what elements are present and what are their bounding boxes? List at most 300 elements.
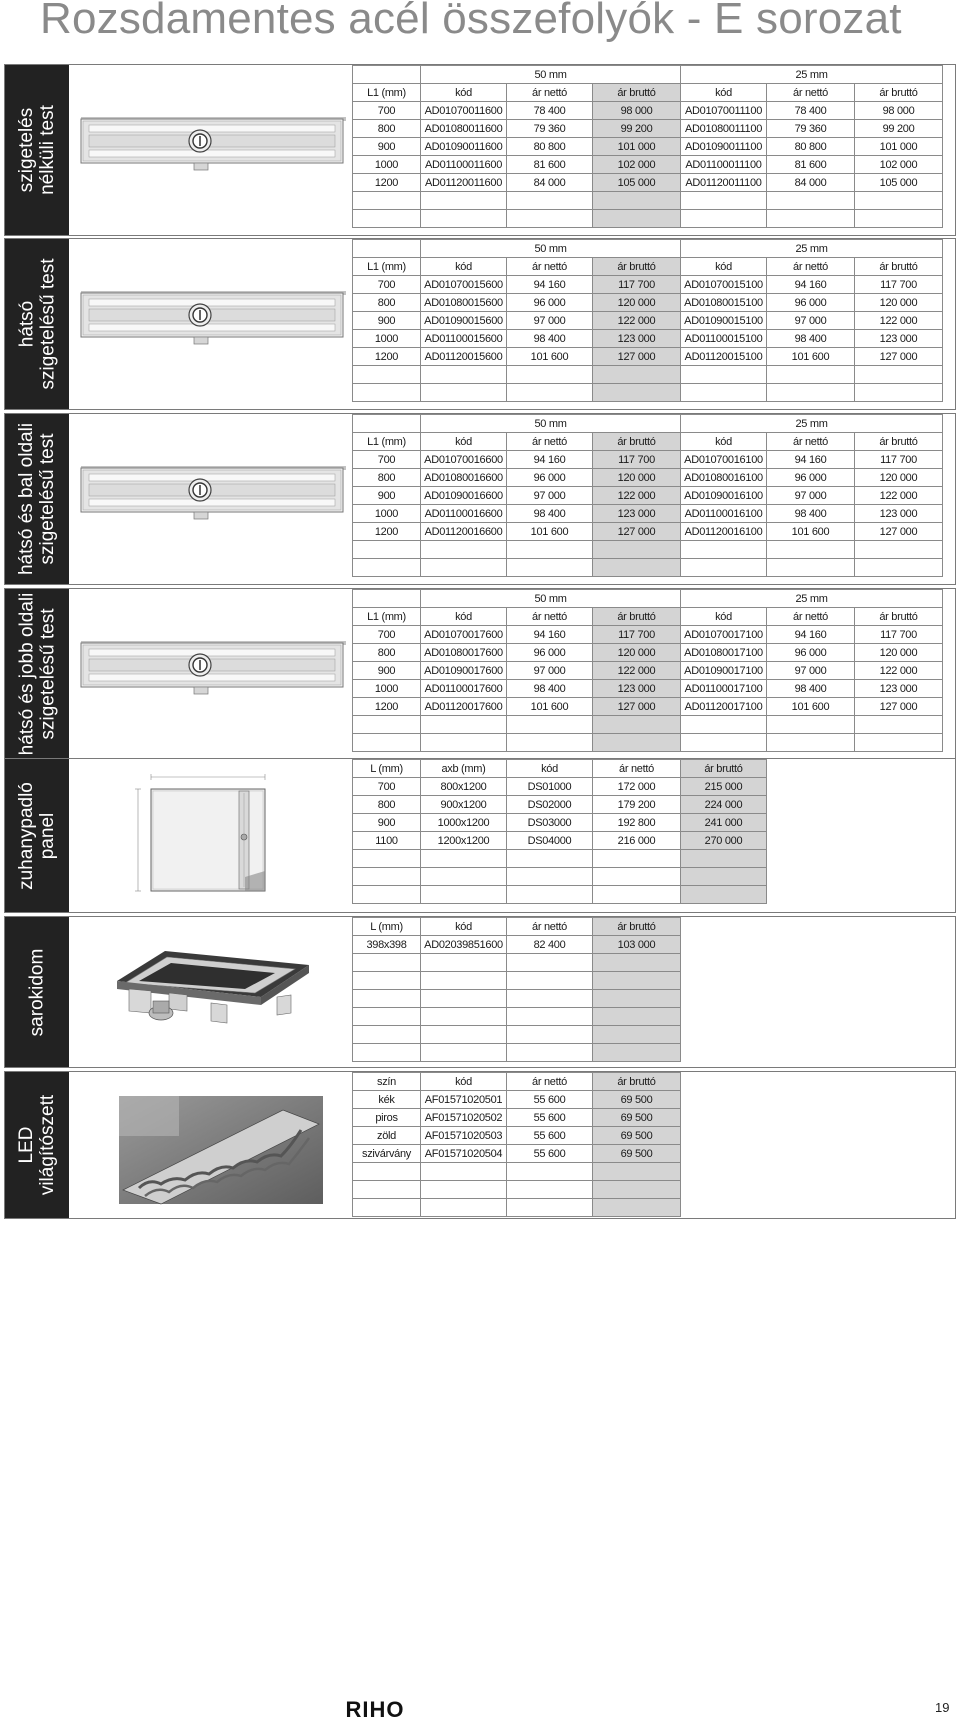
section-drain (4, 413, 956, 585)
table-cell: 81 600 (507, 156, 593, 174)
table-cell: 98 400 (507, 680, 593, 698)
table-cell: 55 600 (507, 1145, 593, 1163)
table-cell: 101 000 (855, 138, 943, 156)
table-cell (681, 366, 767, 384)
table-cell (593, 384, 681, 402)
group-header-25mm: 25 mm (681, 240, 943, 258)
table-row (353, 972, 681, 990)
section-drain (4, 238, 956, 410)
table-cell (855, 384, 943, 402)
table-cell: 120 000 (593, 469, 681, 487)
table-cell: 98 400 (767, 330, 855, 348)
column-header: ár nettó (507, 258, 593, 276)
table-cell: 800 (353, 120, 421, 138)
table-cell (421, 384, 507, 402)
table-row (353, 1145, 681, 1163)
table-row (353, 469, 943, 487)
table-cell (593, 1026, 681, 1044)
section-label (5, 759, 69, 912)
table-cell (421, 210, 507, 228)
table-cell (507, 716, 593, 734)
table-cell: 117 700 (593, 276, 681, 294)
table-cell: 82 400 (507, 936, 593, 954)
section-label-line: hátsó és bal oldali (16, 422, 38, 576)
table-cell: AD01070015100 (681, 276, 767, 294)
table-cell: AD01120011100 (681, 174, 767, 192)
section-label-line: hátsó és jobb oldali (16, 592, 38, 756)
table-cell: 122 000 (855, 662, 943, 680)
table-cell: 127 000 (855, 523, 943, 541)
table-cell: 55 600 (507, 1091, 593, 1109)
table-cell: 97 000 (767, 662, 855, 680)
table-cell: 127 000 (593, 523, 681, 541)
column-header: ár bruttó (593, 84, 681, 102)
column-header: szín (353, 1073, 421, 1091)
table-cell: 1000x1200 (421, 814, 507, 832)
table-cell (421, 1026, 507, 1044)
section-shower-panel (4, 758, 956, 913)
table-cell: AD01100016600 (421, 505, 507, 523)
table-row (353, 716, 943, 734)
section-label-line: szigetelésű test (37, 608, 59, 740)
table-cell: 120 000 (593, 294, 681, 312)
table-cell: 78 400 (507, 102, 593, 120)
table-cell (353, 240, 421, 258)
drain-drawing (69, 239, 352, 409)
drain-drawing (69, 414, 352, 584)
table-cell (353, 559, 421, 577)
table-cell: AD01080011600 (421, 120, 507, 138)
table-cell: 192 800 (593, 814, 681, 832)
table-cell: AD01120017600 (421, 698, 507, 716)
table-cell (421, 559, 507, 577)
corner-piece-drawing (69, 917, 352, 1067)
column-header: kód (681, 608, 767, 626)
section-led-set (4, 1071, 956, 1219)
table-cell: 1000 (353, 330, 421, 348)
table-cell: 179 200 (593, 796, 681, 814)
table-row (353, 559, 943, 577)
table-cell (681, 384, 767, 402)
group-header-25mm: 25 mm (681, 590, 943, 608)
section-label-line: szigetelésű test (37, 433, 59, 565)
table-cell: 224 000 (681, 796, 767, 814)
group-header-row (353, 240, 943, 258)
table-cell: 1000 (353, 680, 421, 698)
table-cell: kék (353, 1091, 421, 1109)
column-header: ár bruttó (593, 1073, 681, 1091)
table-cell (593, 990, 681, 1008)
table-cell (593, 734, 681, 752)
table-cell (681, 210, 767, 228)
section-label-line: szigetelés (16, 107, 37, 193)
table-row (353, 294, 943, 312)
table-cell: 123 000 (593, 330, 681, 348)
table-cell: 120 000 (593, 644, 681, 662)
table-cell (767, 384, 855, 402)
table-cell: 1100 (353, 832, 421, 850)
table-cell: 105 000 (855, 174, 943, 192)
table-cell: 127 000 (855, 348, 943, 366)
table-row (353, 1091, 681, 1109)
column-header-row (353, 258, 943, 276)
column-header-row (353, 1073, 681, 1091)
table-cell: 55 600 (507, 1127, 593, 1145)
table-cell (681, 734, 767, 752)
table-cell: AF01571020502 (421, 1109, 507, 1127)
column-header: ár bruttó (593, 433, 681, 451)
table-cell (353, 716, 421, 734)
table-cell (507, 886, 593, 904)
column-header: ár bruttó (593, 608, 681, 626)
table-cell: AD01100017100 (681, 680, 767, 698)
table-cell (421, 868, 507, 886)
section-label-line: zuhanypadló (16, 781, 38, 890)
group-header-50mm: 50 mm (421, 590, 681, 608)
table-cell: 101 600 (767, 348, 855, 366)
table-cell (353, 366, 421, 384)
column-header: kód (421, 608, 507, 626)
table-cell: 103 000 (593, 936, 681, 954)
table-row (353, 330, 943, 348)
column-header: kód (421, 84, 507, 102)
table-cell (353, 954, 421, 972)
table-cell: 1000 (353, 505, 421, 523)
table-cell: 216 000 (593, 832, 681, 850)
table-cell: 94 160 (767, 451, 855, 469)
table-cell (507, 734, 593, 752)
table-cell: AD01120017100 (681, 698, 767, 716)
table-cell: 123 000 (593, 680, 681, 698)
group-header-row (353, 415, 943, 433)
table-cell: 99 200 (855, 120, 943, 138)
table-cell (593, 1199, 681, 1217)
section-label-line: szigetelésű test (37, 258, 58, 390)
table-cell: 69 500 (593, 1109, 681, 1127)
table-cell (353, 850, 421, 868)
table-cell (593, 954, 681, 972)
table-row (353, 796, 767, 814)
table-cell: 398x398 (353, 936, 421, 954)
drain-price-table (352, 65, 943, 228)
table-cell: 900 (353, 814, 421, 832)
table-cell: AD01090015100 (681, 312, 767, 330)
table-cell: AD01100011100 (681, 156, 767, 174)
table-cell: AD01090011600 (421, 138, 507, 156)
table-cell: 98 400 (507, 330, 593, 348)
led-set-table (352, 1072, 681, 1217)
table-cell: 122 000 (593, 662, 681, 680)
column-header: L1 (mm) (353, 433, 421, 451)
column-header: L (mm) (353, 760, 421, 778)
table-cell: piros (353, 1109, 421, 1127)
table-cell: 101 000 (593, 138, 681, 156)
table-cell: AF01571020501 (421, 1091, 507, 1109)
table-cell (421, 1181, 507, 1199)
table-cell (421, 1199, 507, 1217)
table-cell (353, 1181, 421, 1199)
table-cell (507, 1181, 593, 1199)
group-header-50mm: 50 mm (421, 66, 681, 84)
table-cell (507, 972, 593, 990)
table-row (353, 451, 943, 469)
column-header: ár nettó (507, 84, 593, 102)
table-cell (421, 716, 507, 734)
table-row (353, 850, 767, 868)
table-cell (353, 192, 421, 210)
table-cell: szivárvány (353, 1145, 421, 1163)
table-cell: AD01070016100 (681, 451, 767, 469)
table-cell: 122 000 (593, 487, 681, 505)
led-set-photo (69, 1072, 352, 1218)
table-row (353, 814, 767, 832)
column-header: ár nettó (507, 918, 593, 936)
table-cell: 117 700 (593, 626, 681, 644)
table-cell: 94 160 (767, 626, 855, 644)
table-cell: 117 700 (593, 451, 681, 469)
table-cell (767, 716, 855, 734)
section-label-line: világítószett (37, 1094, 59, 1196)
table-cell (593, 541, 681, 559)
table-row (353, 384, 943, 402)
page-number: 19 (935, 1700, 950, 1715)
table-cell: 101 600 (767, 523, 855, 541)
table-cell (593, 366, 681, 384)
table-cell (593, 1008, 681, 1026)
table-cell: 122 000 (855, 487, 943, 505)
table-cell (507, 1026, 593, 1044)
section-label-line: sarokidom (26, 948, 48, 1036)
table-cell (593, 559, 681, 577)
table-cell (507, 990, 593, 1008)
table-cell (593, 972, 681, 990)
table-cell (421, 1163, 507, 1181)
column-header: ár nettó (507, 433, 593, 451)
table-cell: 102 000 (855, 156, 943, 174)
table-cell: 900 (353, 662, 421, 680)
table-row (353, 680, 943, 698)
table-cell: AD01090011100 (681, 138, 767, 156)
table-cell: 1200 (353, 174, 421, 192)
section-label-line: nélküli test (37, 105, 58, 195)
table-row (353, 1181, 681, 1199)
column-header: kód (681, 84, 767, 102)
column-header: kód (681, 258, 767, 276)
group-header-row (353, 590, 943, 608)
table-cell: 1200 (353, 523, 421, 541)
table-row (353, 936, 681, 954)
table-cell (855, 366, 943, 384)
column-header: ár nettó (767, 258, 855, 276)
table-cell: 700 (353, 276, 421, 294)
table-cell: AD01100015100 (681, 330, 767, 348)
table-cell: 98 000 (855, 102, 943, 120)
table-cell (353, 1044, 421, 1062)
table-row (353, 1127, 681, 1145)
table-cell (353, 886, 421, 904)
table-cell: zöld (353, 1127, 421, 1145)
table-cell: 101 600 (767, 698, 855, 716)
drain-drawing (69, 65, 352, 235)
table-row (353, 120, 943, 138)
table-cell: AD01070017600 (421, 626, 507, 644)
table-row (353, 366, 943, 384)
table-cell (855, 716, 943, 734)
table-cell (681, 541, 767, 559)
table-cell (767, 210, 855, 228)
table-cell: 117 700 (855, 276, 943, 294)
table-cell (593, 886, 681, 904)
table-cell: AD01120016600 (421, 523, 507, 541)
group-header-50mm: 50 mm (421, 240, 681, 258)
table-cell: 700 (353, 778, 421, 796)
table-cell: 700 (353, 451, 421, 469)
table-cell: 117 700 (855, 626, 943, 644)
table-cell: AD01120011600 (421, 174, 507, 192)
table-cell: 800 (353, 796, 421, 814)
table-cell: 900 (353, 487, 421, 505)
section-label (5, 239, 69, 409)
table-cell (855, 559, 943, 577)
table-cell: AD01070011600 (421, 102, 507, 120)
column-header: ár nettó (593, 760, 681, 778)
table-cell (421, 990, 507, 1008)
table-cell: 800 (353, 469, 421, 487)
table-cell: 96 000 (767, 469, 855, 487)
table-row (353, 698, 943, 716)
corner-piece-table (352, 917, 681, 1062)
column-header: kód (681, 433, 767, 451)
table-cell (353, 1163, 421, 1181)
table-cell (507, 1163, 593, 1181)
table-cell: 117 700 (855, 451, 943, 469)
group-header-25mm: 25 mm (681, 66, 943, 84)
table-cell: 900x1200 (421, 796, 507, 814)
table-cell: 215 000 (681, 778, 767, 796)
table-cell (507, 1199, 593, 1217)
drain-price-table (352, 414, 943, 577)
table-cell (421, 192, 507, 210)
table-row (353, 626, 943, 644)
table-row (353, 1044, 681, 1062)
table-row (353, 523, 943, 541)
column-header: ár bruttó (681, 760, 767, 778)
column-header: kód (421, 258, 507, 276)
table-cell (855, 734, 943, 752)
column-header: ár nettó (767, 84, 855, 102)
table-cell: 122 000 (855, 312, 943, 330)
table-cell: AF01571020504 (421, 1145, 507, 1163)
table-cell (507, 868, 593, 886)
table-cell: 172 000 (593, 778, 681, 796)
table-cell: 69 500 (593, 1127, 681, 1145)
table-row (353, 662, 943, 680)
table-row (353, 541, 943, 559)
column-header: ár bruttó (855, 433, 943, 451)
table-cell: 900 (353, 138, 421, 156)
drain-price-table (352, 239, 943, 402)
table-cell: 1200x1200 (421, 832, 507, 850)
table-cell: 127 000 (855, 698, 943, 716)
table-cell (681, 192, 767, 210)
table-cell: 700 (353, 626, 421, 644)
table-cell (593, 868, 681, 886)
table-cell: AD01120015100 (681, 348, 767, 366)
table-cell (593, 1181, 681, 1199)
table-cell (353, 1008, 421, 1026)
table-cell (353, 415, 421, 433)
table-row (353, 1026, 681, 1044)
section-label-line: panel (37, 812, 59, 859)
table-cell: 270 000 (681, 832, 767, 850)
table-cell (421, 366, 507, 384)
table-cell: 84 000 (767, 174, 855, 192)
table-cell (507, 384, 593, 402)
table-cell (421, 850, 507, 868)
table-cell: 96 000 (767, 294, 855, 312)
table-cell: 55 600 (507, 1109, 593, 1127)
table-cell: 69 500 (593, 1145, 681, 1163)
table-row (353, 276, 943, 294)
table-cell (507, 954, 593, 972)
table-cell (353, 66, 421, 84)
table-cell: 98 400 (767, 680, 855, 698)
table-cell (767, 559, 855, 577)
table-cell: DS04000 (507, 832, 593, 850)
table-cell: 84 000 (507, 174, 593, 192)
table-cell: AD01090015600 (421, 312, 507, 330)
column-header-row (353, 918, 681, 936)
table-cell: AD01080016100 (681, 469, 767, 487)
table-cell (593, 1163, 681, 1181)
table-cell: AD01120016100 (681, 523, 767, 541)
table-cell: 700 (353, 102, 421, 120)
table-cell: 101 600 (507, 698, 593, 716)
section-drain (4, 588, 956, 760)
table-cell (421, 954, 507, 972)
table-cell: 123 000 (593, 505, 681, 523)
column-header-row (353, 433, 943, 451)
section-label (5, 1072, 69, 1218)
table-cell: DS03000 (507, 814, 593, 832)
table-cell: 101 600 (507, 523, 593, 541)
table-cell (593, 850, 681, 868)
table-cell: 97 000 (507, 312, 593, 330)
table-cell: AD02039851600 (421, 936, 507, 954)
table-cell (767, 541, 855, 559)
table-cell: DS02000 (507, 796, 593, 814)
column-header: L1 (mm) (353, 84, 421, 102)
table-cell: AD01080016600 (421, 469, 507, 487)
table-cell: 102 000 (593, 156, 681, 174)
table-cell: 241 000 (681, 814, 767, 832)
table-cell: 78 400 (767, 102, 855, 120)
table-cell: 900 (353, 312, 421, 330)
table-cell (353, 868, 421, 886)
table-cell: 69 500 (593, 1091, 681, 1109)
table-row (353, 734, 943, 752)
column-header: ár bruttó (593, 918, 681, 936)
table-cell (421, 886, 507, 904)
table-cell: AD01090016100 (681, 487, 767, 505)
table-cell (593, 210, 681, 228)
table-cell: AD01070017100 (681, 626, 767, 644)
table-cell: 127 000 (593, 348, 681, 366)
table-cell: AD01080017600 (421, 644, 507, 662)
table-cell (507, 559, 593, 577)
column-header: kód (421, 1073, 507, 1091)
table-cell: 123 000 (855, 680, 943, 698)
